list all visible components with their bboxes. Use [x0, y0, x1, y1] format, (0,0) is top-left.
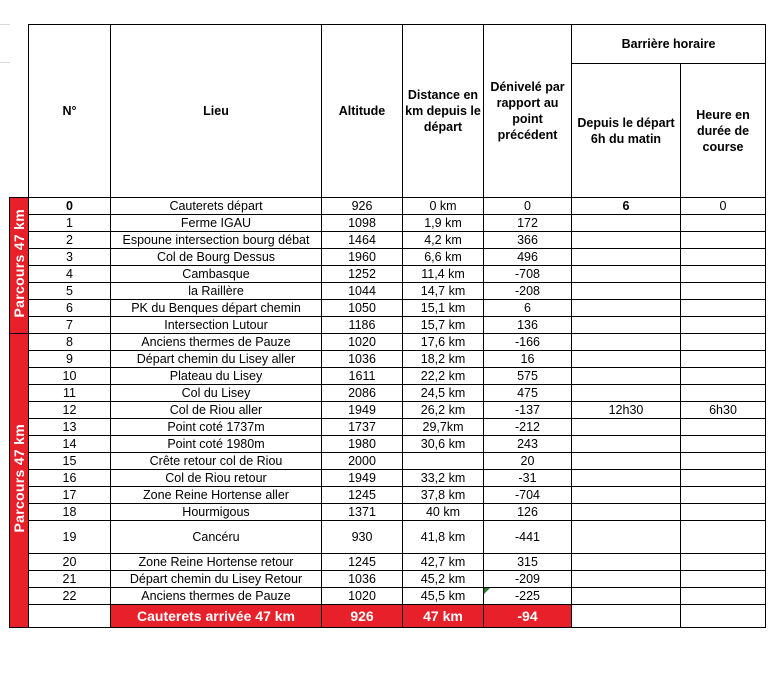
cell-heure[interactable]: [681, 385, 766, 402]
cell-depuis[interactable]: [572, 351, 681, 368]
cell-altitude[interactable]: 930: [322, 521, 403, 554]
cell-depuis[interactable]: 12h30: [572, 402, 681, 419]
cell-denivele[interactable]: -441: [484, 521, 572, 554]
cell-num[interactable]: 9: [29, 351, 111, 368]
cell-heure[interactable]: [681, 266, 766, 283]
cell-lieu[interactable]: Ferme IGAU: [111, 215, 322, 232]
cell-distance[interactable]: 14,7 km: [403, 283, 484, 300]
cell-heure[interactable]: [681, 554, 766, 571]
cell-depuis[interactable]: [572, 300, 681, 317]
cell-lieu[interactable]: Plateau du Lisey: [111, 368, 322, 385]
cell-depuis[interactable]: [572, 487, 681, 504]
cell-distance[interactable]: 15,7 km: [403, 317, 484, 334]
cell-heure[interactable]: [681, 588, 766, 605]
cell-heure[interactable]: [681, 504, 766, 521]
header-lieu[interactable]: Lieu: [111, 25, 322, 198]
cell-num[interactable]: 0: [29, 198, 111, 215]
cell-altitude[interactable]: 1050: [322, 300, 403, 317]
cell-lieu[interactable]: Départ chemin du Lisey Retour: [111, 571, 322, 588]
cell-num[interactable]: 6: [29, 300, 111, 317]
cell-denivele[interactable]: 126: [484, 504, 572, 521]
cell-altitude[interactable]: 1245: [322, 554, 403, 571]
cell-lieu[interactable]: PK du Benques départ chemin: [111, 300, 322, 317]
side-label-cell: [10, 198, 29, 334]
cell-altitude[interactable]: 1464: [322, 232, 403, 249]
cell-denivele[interactable]: 315: [484, 554, 572, 571]
cell-num[interactable]: 17: [29, 487, 111, 504]
cell-depuis[interactable]: [572, 554, 681, 571]
cell-denivele[interactable]: -31: [484, 470, 572, 487]
cell-denivele[interactable]: -212: [484, 419, 572, 436]
table-row[interactable]: [10, 487, 766, 504]
cell-distance[interactable]: 18,2 km: [403, 351, 484, 368]
cell-heure[interactable]: [681, 487, 766, 504]
table-row[interactable]: [10, 317, 766, 334]
table-row[interactable]: [10, 504, 766, 521]
cell-depuis[interactable]: [572, 588, 681, 605]
cell-lieu[interactable]: Zone Reine Hortense retour: [111, 554, 322, 571]
table-body: [10, 198, 766, 628]
cell-altitude[interactable]: 1960: [322, 249, 403, 266]
cell-lieu[interactable]: Crête retour col de Riou: [111, 453, 322, 470]
cell-distance[interactable]: 26,2 km: [403, 402, 484, 419]
cell-altitude[interactable]: 1020: [322, 334, 403, 351]
cell-depuis[interactable]: [572, 385, 681, 402]
cell-num[interactable]: 1: [29, 215, 111, 232]
cell-denivele[interactable]: -208: [484, 283, 572, 300]
cell-lieu[interactable]: Cancéru: [111, 521, 322, 554]
cell-distance[interactable]: 45,2 km: [403, 571, 484, 588]
cell-altitude[interactable]: 1098: [322, 215, 403, 232]
cell-denivele[interactable]: -166: [484, 334, 572, 351]
table-row[interactable]: [10, 588, 766, 605]
table-row[interactable]: [10, 351, 766, 368]
cell-num[interactable]: 3: [29, 249, 111, 266]
cell-denivele[interactable]: 136: [484, 317, 572, 334]
table-row[interactable]: [10, 453, 766, 470]
cell-depuis[interactable]: [572, 470, 681, 487]
table-row[interactable]: [10, 266, 766, 283]
cell-distance[interactable]: 6,6 km: [403, 249, 484, 266]
table-row[interactable]: [10, 571, 766, 588]
cell-lieu[interactable]: Anciens thermes de Pauze: [111, 334, 322, 351]
cell-depuis[interactable]: [572, 436, 681, 453]
total-row[interactable]: [10, 605, 766, 628]
cell-heure[interactable]: [681, 470, 766, 487]
cell-heure[interactable]: [681, 453, 766, 470]
cell-depuis[interactable]: [572, 266, 681, 283]
header-num[interactable]: N°: [29, 25, 111, 198]
cell-altitude[interactable]: 1186: [322, 317, 403, 334]
cell-depuis[interactable]: [572, 521, 681, 554]
cell-depuis[interactable]: [572, 368, 681, 385]
table-row[interactable]: [10, 554, 766, 571]
route-table: [9, 24, 766, 628]
header-barriere[interactable]: Barrière horaire: [572, 25, 766, 64]
cell-denivele[interactable]: -708: [484, 266, 572, 283]
table-row[interactable]: [10, 249, 766, 266]
table-row[interactable]: [10, 470, 766, 487]
total-distance[interactable]: 47 km: [403, 605, 484, 628]
cell-num[interactable]: 15: [29, 453, 111, 470]
cell-num[interactable]: 5: [29, 283, 111, 300]
cell-denivele[interactable]: 496: [484, 249, 572, 266]
cell-num[interactable]: 20: [29, 554, 111, 571]
cell-altitude[interactable]: 926: [322, 198, 403, 215]
cell-altitude[interactable]: 1371: [322, 504, 403, 521]
cell-heure[interactable]: [681, 215, 766, 232]
header-altitude[interactable]: Altitude: [322, 25, 403, 198]
table-row[interactable]: [10, 521, 766, 554]
cell-heure[interactable]: [681, 419, 766, 436]
cell-distance[interactable]: 24,5 km: [403, 385, 484, 402]
cell-depuis[interactable]: [572, 215, 681, 232]
cell-distance[interactable]: 29,7km: [403, 419, 484, 436]
cell-num[interactable]: 22: [29, 588, 111, 605]
cell-heure[interactable]: [681, 571, 766, 588]
cell-heure[interactable]: [681, 317, 766, 334]
table-row[interactable]: [10, 334, 766, 351]
cell-num[interactable]: 14: [29, 436, 111, 453]
cell-lieu[interactable]: Hourmigous: [111, 504, 322, 521]
cell-denivele[interactable]: -225: [484, 588, 572, 605]
cell-distance[interactable]: 0 km: [403, 198, 484, 215]
cell-denivele[interactable]: -137: [484, 402, 572, 419]
cell-altitude[interactable]: 2000: [322, 453, 403, 470]
cell-heure[interactable]: 6h30: [681, 402, 766, 419]
cell-distance[interactable]: 42,7 km: [403, 554, 484, 571]
cell-lieu[interactable]: Zone Reine Hortense aller: [111, 487, 322, 504]
cell-altitude[interactable]: 1020: [322, 588, 403, 605]
cell-distance[interactable]: 33,2 km: [403, 470, 484, 487]
header-distance[interactable]: Distance en km depuis le départ: [403, 25, 484, 198]
cell-denivele[interactable]: -209: [484, 571, 572, 588]
cell-depuis[interactable]: [572, 317, 681, 334]
cell-depuis[interactable]: [572, 283, 681, 300]
cell-denivele[interactable]: 366: [484, 232, 572, 249]
table-row[interactable]: [10, 232, 766, 249]
cell-num[interactable]: 8: [29, 334, 111, 351]
cell-num[interactable]: 2: [29, 232, 111, 249]
total-lieu[interactable]: Cauterets arrivée 47 km: [111, 605, 322, 628]
cell-denivele[interactable]: 0: [484, 198, 572, 215]
cell-denivele[interactable]: 243: [484, 436, 572, 453]
cell-distance[interactable]: 30,6 km: [403, 436, 484, 453]
cell-altitude[interactable]: 1036: [322, 351, 403, 368]
cell-altitude[interactable]: 1737: [322, 419, 403, 436]
header-heure[interactable]: Heure en durée de course: [681, 64, 766, 198]
table-row[interactable]: [10, 385, 766, 402]
table-row[interactable]: [10, 402, 766, 419]
cell-altitude[interactable]: 1980: [322, 436, 403, 453]
table-row[interactable]: [10, 283, 766, 300]
cell-heure[interactable]: [681, 521, 766, 554]
cell-lieu[interactable]: Point coté 1980m: [111, 436, 322, 453]
cell-denivele[interactable]: 575: [484, 368, 572, 385]
table-row[interactable]: [10, 215, 766, 232]
cell-depuis[interactable]: [572, 571, 681, 588]
cell-lieu[interactable]: Col de Riou retour: [111, 470, 322, 487]
cell-heure[interactable]: [681, 300, 766, 317]
cell-heure[interactable]: [681, 368, 766, 385]
cell-altitude[interactable]: 1044: [322, 283, 403, 300]
cell-lieu[interactable]: la Raillère: [111, 283, 322, 300]
cell-lieu[interactable]: Cauterets départ: [111, 198, 322, 215]
cell-heure[interactable]: [681, 334, 766, 351]
header-row: [10, 25, 766, 64]
cell-depuis[interactable]: [572, 453, 681, 470]
cell-heure[interactable]: [681, 436, 766, 453]
cell-altitude[interactable]: 1949: [322, 402, 403, 419]
table-row[interactable]: [10, 368, 766, 385]
cell-lieu[interactable]: Col du Lisey: [111, 385, 322, 402]
cell-denivele[interactable]: 6: [484, 300, 572, 317]
cell-distance[interactable]: 1,9 km: [403, 215, 484, 232]
table-row[interactable]: [10, 198, 766, 215]
cell-altitude[interactable]: 1252: [322, 266, 403, 283]
cell-distance[interactable]: 11,4 km: [403, 266, 484, 283]
header-depuis[interactable]: Depuis le départ 6h du matin: [572, 64, 681, 198]
cell-lieu[interactable]: Espoune intersection bourg débat: [111, 232, 322, 249]
table-row[interactable]: [10, 436, 766, 453]
cell-denivele[interactable]: -704: [484, 487, 572, 504]
cell-depuis[interactable]: [572, 504, 681, 521]
total-altitude[interactable]: 926: [322, 605, 403, 628]
cell-distance[interactable]: 17,6 km: [403, 334, 484, 351]
cell-lieu[interactable]: Col de Bourg Dessus: [111, 249, 322, 266]
cell-altitude[interactable]: 1949: [322, 470, 403, 487]
cell-denivele[interactable]: 20: [484, 453, 572, 470]
cell-heure[interactable]: [681, 351, 766, 368]
cell-num[interactable]: 10: [29, 368, 111, 385]
side-label: Parcours 47 km: [11, 424, 27, 533]
cell-lieu[interactable]: Point coté 1737m: [111, 419, 322, 436]
cell-num[interactable]: 12: [29, 402, 111, 419]
cell-lieu[interactable]: Départ chemin du Lisey aller: [111, 351, 322, 368]
cell-altitude[interactable]: 1036: [322, 571, 403, 588]
cell-altitude[interactable]: 2086: [322, 385, 403, 402]
cell-num[interactable]: 21: [29, 571, 111, 588]
cell-distance[interactable]: 22,2 km: [403, 368, 484, 385]
cell-depuis[interactable]: 6: [572, 198, 681, 215]
side-header-spacer: [10, 25, 29, 198]
cell-num[interactable]: [29, 605, 111, 628]
cell-denivele[interactable]: 16: [484, 351, 572, 368]
cell-lieu[interactable]: Anciens thermes de Pauze: [111, 588, 322, 605]
cell-depuis[interactable]: [572, 232, 681, 249]
cell-num[interactable]: 13: [29, 419, 111, 436]
cell-denivele[interactable]: 172: [484, 215, 572, 232]
cell-distance[interactable]: 45,5 km: [403, 588, 484, 605]
cell-lieu[interactable]: Cambasque: [111, 266, 322, 283]
cell-heure[interactable]: [681, 232, 766, 249]
cell-altitude[interactable]: 1611: [322, 368, 403, 385]
cell-distance[interactable]: 15,1 km: [403, 300, 484, 317]
side-label: Parcours 47 km: [11, 209, 27, 318]
table-row[interactable]: [10, 300, 766, 317]
table-row[interactable]: [10, 419, 766, 436]
cell-num[interactable]: 19: [29, 521, 111, 554]
cell-lieu[interactable]: Col de Riou aller: [111, 402, 322, 419]
cell-denivele[interactable]: 475: [484, 385, 572, 402]
comment-indicator-icon[interactable]: [484, 588, 490, 594]
cell-altitude[interactable]: 1245: [322, 487, 403, 504]
cell-distance[interactable]: 4,2 km: [403, 232, 484, 249]
cell-heure[interactable]: [681, 605, 766, 628]
header-denivele[interactable]: Dénivelé par rapport au point précédent: [484, 25, 572, 198]
cell-depuis[interactable]: [572, 605, 681, 628]
cell-heure[interactable]: [681, 249, 766, 266]
cell-depuis[interactable]: [572, 419, 681, 436]
cell-distance[interactable]: 40 km: [403, 504, 484, 521]
cell-num[interactable]: 16: [29, 470, 111, 487]
cell-distance[interactable]: 41,8 km: [403, 521, 484, 554]
cell-num[interactable]: 7: [29, 317, 111, 334]
cell-depuis[interactable]: [572, 249, 681, 266]
cell-heure[interactable]: 0: [681, 198, 766, 215]
total-denivele[interactable]: -94: [484, 605, 572, 628]
cell-num[interactable]: 11: [29, 385, 111, 402]
cell-num[interactable]: 4: [29, 266, 111, 283]
cell-num[interactable]: 18: [29, 504, 111, 521]
cell-depuis[interactable]: [572, 334, 681, 351]
cell-lieu[interactable]: Intersection Lutour: [111, 317, 322, 334]
cell-distance[interactable]: 37,8 km: [403, 487, 484, 504]
cell-heure[interactable]: [681, 283, 766, 300]
cell-distance[interactable]: [403, 453, 484, 470]
side-label-cell: [10, 334, 29, 628]
